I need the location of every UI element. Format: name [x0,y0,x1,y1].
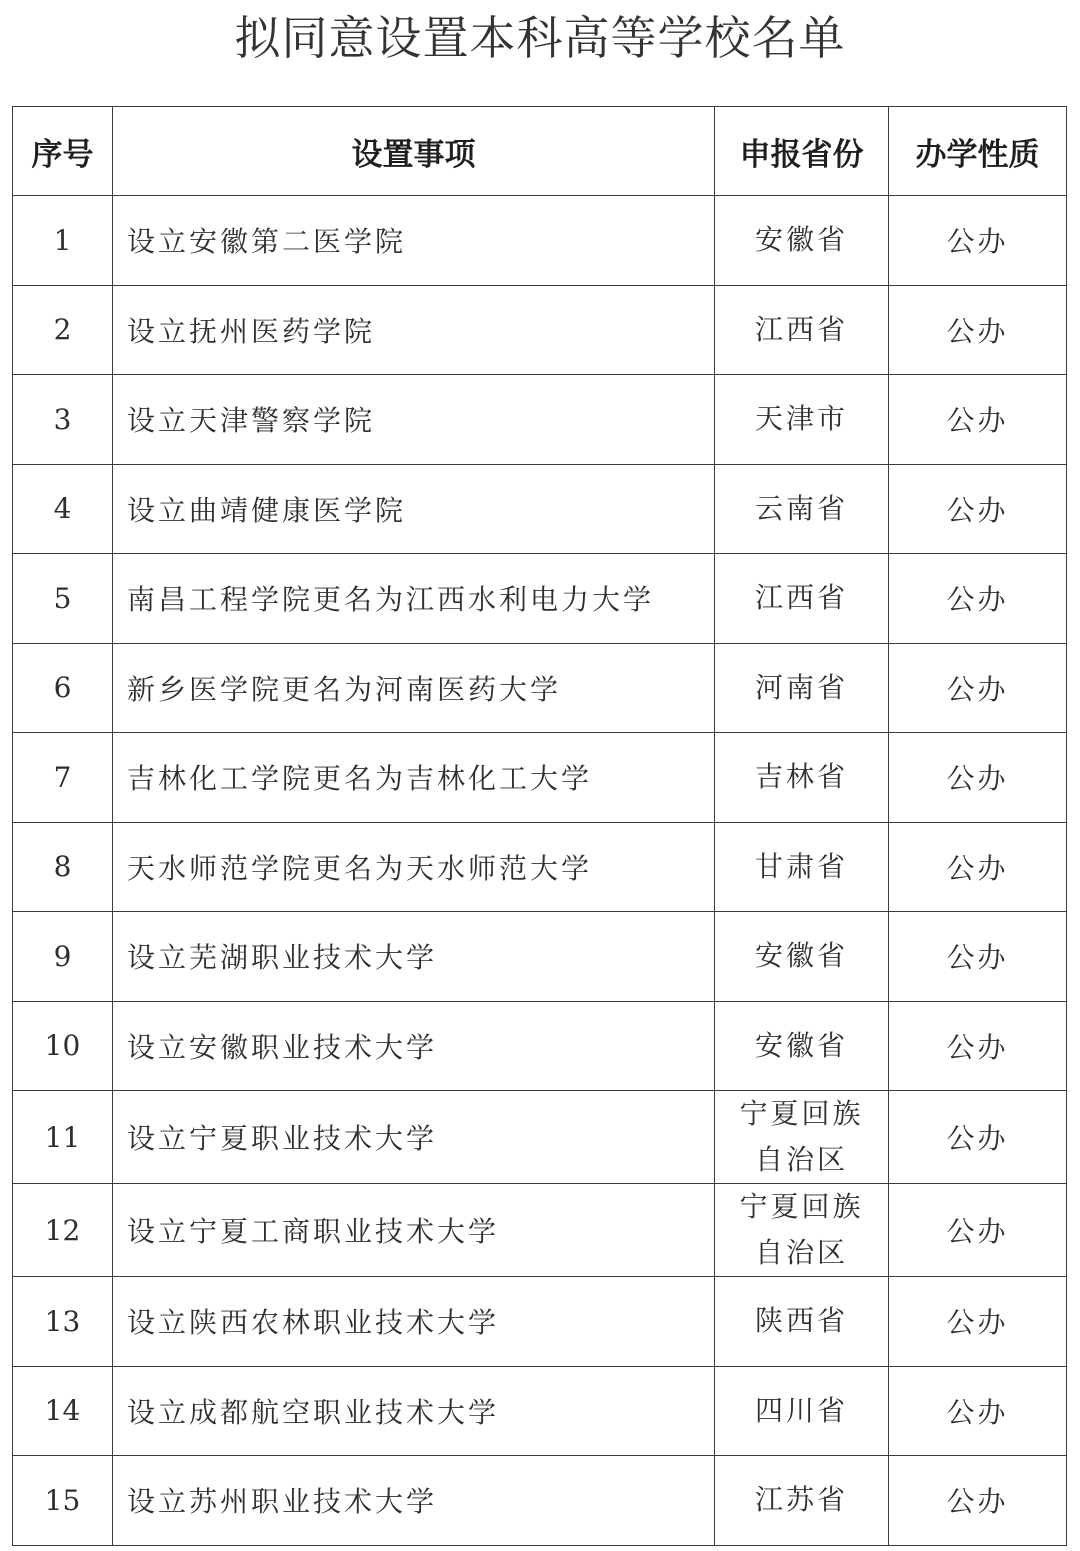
row-serial-number: 12 [13,1184,113,1277]
row-nature: 公办 [889,643,1067,733]
table-row [13,1277,1067,1367]
row-nature: 公办 [889,912,1067,1002]
province-line: 江西省 [754,581,848,615]
table-body [13,196,1067,1546]
row-item: 设立安徽第二医学院 [113,196,715,286]
row-item: 南昌工程学院更名为江西水利电力大学 [113,554,715,644]
row-serial-number: 3 [13,375,113,465]
table-row [13,375,1067,465]
row-item: 设立宁夏职业技术大学 [113,1091,715,1184]
province-line: 江西省 [754,312,848,346]
table-row [13,1184,1067,1277]
row-nature: 公办 [889,554,1067,644]
table-row [13,643,1067,733]
province-line: 宁夏回族 [739,1190,864,1223]
row-item: 天水师范学院更名为天水师范大学 [113,822,715,912]
row-province [715,196,889,286]
row-province [715,464,889,554]
row-serial-number: 10 [13,1001,113,1091]
row-nature: 公办 [889,375,1067,465]
row-nature: 公办 [889,1091,1067,1184]
row-item: 设立芜湖职业技术大学 [113,912,715,1002]
table-row [13,554,1067,644]
row-province [715,554,889,644]
row-province [715,1277,889,1367]
row-province [715,912,889,1002]
row-province [715,1366,889,1456]
row-serial-number: 11 [13,1091,113,1184]
row-province [715,643,889,733]
row-item: 设立安徽职业技术大学 [113,1001,715,1091]
header-nature: 办学性质 [889,107,1067,196]
row-serial-number: 9 [13,912,113,1002]
row-nature: 公办 [889,822,1067,912]
school-list-table [12,106,1067,1546]
province-line: 自治区 [754,1143,848,1176]
row-province [715,733,889,823]
province-line: 吉林省 [754,760,848,794]
row-nature: 公办 [889,733,1067,823]
row-serial-number: 5 [13,554,113,644]
row-nature: 公办 [889,1456,1067,1546]
row-serial-number: 2 [13,285,113,375]
document-title: 拟同意设置本科高等学校名单 [234,11,846,65]
province-line: 陕西省 [754,1304,848,1338]
row-nature: 公办 [889,285,1067,375]
row-province [715,375,889,465]
row-item: 设立曲靖健康医学院 [113,464,715,554]
row-province [715,1456,889,1546]
row-province [715,1001,889,1091]
province-line: 安徽省 [754,223,848,257]
row-item: 新乡医学院更名为河南医药大学 [113,643,715,733]
row-item: 设立天津警察学院 [113,375,715,465]
row-nature: 公办 [889,1184,1067,1277]
row-serial-number: 13 [13,1277,113,1367]
table-row [13,912,1067,1002]
province-line: 安徽省 [754,1028,848,1062]
row-province [715,1184,889,1277]
row-serial-number: 6 [13,643,113,733]
row-serial-number: 14 [13,1366,113,1456]
row-serial-number: 8 [13,822,113,912]
table-row [13,1456,1067,1546]
province-line: 安徽省 [754,939,848,973]
row-item: 吉林化工学院更名为吉林化工大学 [113,733,715,823]
province-line: 天津市 [754,402,848,436]
table-row [13,464,1067,554]
row-nature: 公办 [889,464,1067,554]
row-item: 设立陕西农林职业技术大学 [113,1277,715,1367]
header-province: 申报省份 [715,107,889,196]
province-line: 自治区 [754,1236,848,1269]
row-province [715,285,889,375]
province-line: 江苏省 [754,1483,848,1517]
row-serial-number: 4 [13,464,113,554]
row-item: 设立成都航空职业技术大学 [113,1366,715,1456]
row-nature: 公办 [889,1001,1067,1091]
row-nature: 公办 [889,1277,1067,1367]
row-nature: 公办 [889,1366,1067,1456]
table-row [13,196,1067,286]
province-line: 宁夏回族 [739,1097,864,1130]
table-row [13,1366,1067,1456]
province-line: 河南省 [754,670,848,704]
row-province [715,1091,889,1184]
row-nature: 公办 [889,196,1067,286]
row-item: 设立苏州职业技术大学 [113,1456,715,1546]
table-row [13,733,1067,823]
table-row [13,1001,1067,1091]
header-serial-number: 序号 [13,107,113,196]
table-header-row [13,107,1067,196]
row-province [715,822,889,912]
province-line: 四川省 [754,1393,848,1427]
province-line: 云南省 [754,491,848,525]
table-row [13,285,1067,375]
row-serial-number: 1 [13,196,113,286]
province-line: 甘肃省 [754,849,848,883]
row-serial-number: 7 [13,733,113,823]
table-row [13,822,1067,912]
table-row [13,1091,1067,1184]
header-item: 设置事项 [113,107,715,196]
row-item: 设立抚州医药学院 [113,285,715,375]
row-serial-number: 15 [13,1456,113,1546]
row-item: 设立宁夏工商职业技术大学 [113,1184,715,1277]
